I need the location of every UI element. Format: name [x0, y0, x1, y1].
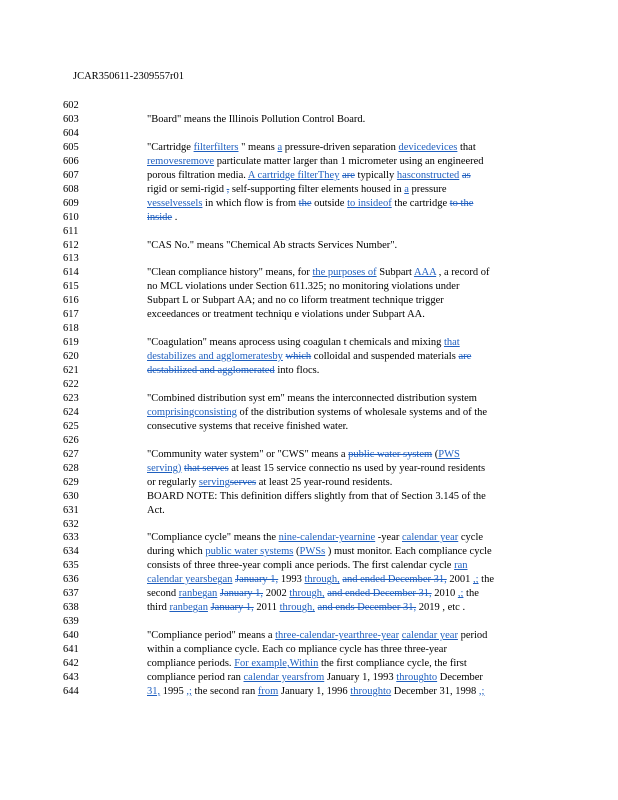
- text-segment: "Community water system" or "CWS" means a: [147, 448, 349, 460]
- document-line: [0, 545, 618, 559]
- deleted-text: January 1,: [219, 588, 264, 600]
- line-number: 641: [63, 644, 79, 656]
- text-segment: or regularly: [147, 476, 199, 488]
- text-segment: consecutive systems that receive finished water.: [147, 420, 349, 432]
- document-line: [0, 336, 618, 350]
- line-number: 643: [63, 671, 79, 683]
- line-number: 622: [63, 379, 79, 390]
- line-text: [147, 657, 537, 671]
- text-segment: January 1, 1996: [278, 685, 351, 697]
- line-number: 611: [63, 225, 79, 237]
- line-number: 644: [63, 685, 79, 697]
- text-segment: the: [463, 588, 479, 600]
- text-segment: 2010: [431, 588, 458, 600]
- line-number: 607: [63, 169, 79, 181]
- text-segment: 1995: [160, 685, 187, 697]
- text-segment: BOARD NOTE: This definition differs slightly from that of Section 3.145 of the: [147, 490, 486, 502]
- deleted-text: public water system: [348, 448, 433, 460]
- line-number: 617: [63, 309, 79, 321]
- text-segment: (: [432, 448, 439, 460]
- inserted-text: devicedevices: [398, 141, 458, 153]
- inserted-text: 31,: [147, 685, 161, 697]
- deleted-text: which: [285, 351, 312, 363]
- document-line: [0, 671, 618, 685]
- inserted-text: nine-calendar-yearnine: [278, 532, 376, 544]
- text-segment: that: [457, 141, 476, 153]
- text-segment: at least 25 year-round residents.: [256, 476, 393, 488]
- deleted-text: as: [461, 169, 471, 181]
- text-segment: -year: [375, 532, 402, 544]
- document-line: [0, 99, 618, 113]
- inserted-text: hasconstructed: [396, 169, 460, 181]
- line-number: 629: [63, 476, 79, 488]
- line-number: 621: [63, 365, 79, 377]
- inserted-text: throughto: [350, 685, 392, 697]
- line-number: 640: [63, 630, 79, 642]
- line-text: [147, 266, 537, 280]
- line-text: [147, 531, 537, 545]
- deleted-text: destabilized and agglomerated: [147, 365, 275, 377]
- document-line: [0, 183, 618, 197]
- line-text: [147, 197, 537, 211]
- line-number: 625: [63, 420, 79, 432]
- document-line: [0, 657, 618, 671]
- line-text: [147, 406, 537, 420]
- text-segment: outside: [311, 197, 348, 209]
- document-line: [0, 615, 618, 629]
- inserted-text: ,;: [478, 685, 485, 697]
- line-number: 620: [63, 351, 79, 363]
- line-number: 636: [63, 574, 79, 586]
- inserted-text: that: [443, 337, 460, 349]
- text-segment: .: [172, 211, 178, 223]
- inserted-text: throughto: [396, 671, 438, 683]
- line-number: 618: [63, 323, 79, 335]
- text-segment: "Cartridge: [147, 141, 194, 153]
- text-segment: colloidal and suspended materials: [311, 351, 459, 363]
- line-text: [147, 420, 537, 434]
- line-text: [147, 476, 537, 490]
- line-text: [147, 462, 537, 476]
- deleted-text: are: [458, 351, 472, 363]
- document-line: [0, 225, 618, 239]
- text-segment: 2019 , etc .: [416, 602, 466, 614]
- text-segment: "Combined distribution syst em" means the interconnected distribution system: [147, 392, 477, 404]
- document-line: [0, 155, 618, 169]
- text-segment: typically: [354, 169, 397, 181]
- text-segment: the: [478, 574, 494, 586]
- line-number: 627: [63, 448, 79, 460]
- text-segment: pressure: [408, 183, 447, 195]
- text-segment: Subpart: [376, 267, 414, 279]
- text-segment: "Compliance cycle" means the: [147, 532, 279, 544]
- inserted-text: destabilizes and agglomeratesby: [147, 351, 283, 363]
- line-text: [147, 573, 537, 587]
- line-number: 606: [63, 155, 79, 167]
- text-segment: "Board" means the Illinois Pollution Control Board.: [147, 113, 366, 125]
- deleted-text: ,: [226, 183, 230, 195]
- text-segment: no MCL violations under Section 611.325; no monitoring violations under: [147, 281, 460, 293]
- text-segment: the cartridge: [391, 197, 450, 209]
- document-line: [0, 197, 618, 211]
- text-segment: Act.: [147, 504, 165, 516]
- text-segment: the second ran: [191, 685, 258, 697]
- text-segment: December: [437, 671, 483, 683]
- document-line: [0, 350, 618, 364]
- document-line: [0, 559, 618, 573]
- document-line: [0, 211, 618, 225]
- inserted-text: from: [257, 685, 279, 697]
- line-text: [147, 490, 537, 504]
- text-segment: within a compliance cycle. Each co mpliance cycle has three three-year: [147, 644, 447, 656]
- line-number: 603: [63, 113, 79, 125]
- line-text: [147, 671, 537, 685]
- line-text: [147, 545, 537, 559]
- document-line: [0, 629, 618, 643]
- line-number: 616: [63, 295, 79, 307]
- inserted-text: comprisingconsisting: [147, 406, 237, 418]
- line-number: 628: [63, 462, 79, 474]
- inserted-text: the purposes of: [312, 267, 377, 279]
- deleted-text: serves: [229, 476, 257, 488]
- line-number: 631: [63, 504, 79, 516]
- text-segment: in which flow is from: [202, 197, 299, 209]
- line-number: 614: [63, 267, 79, 279]
- line-text: [147, 155, 537, 169]
- document-line: [0, 252, 618, 266]
- inserted-text: ,;: [457, 588, 464, 600]
- deleted-text: January 1,: [210, 602, 254, 614]
- line-number: 635: [63, 560, 79, 572]
- text-segment: Subpart L or Subpart AA; and no co liform treatment technique trigger: [147, 295, 444, 307]
- text-segment: compliance period ran: [147, 671, 244, 683]
- line-text: [147, 280, 537, 294]
- text-segment: self-supporting filter elements housed in: [229, 183, 405, 195]
- inserted-text: three-calendar-yearthree-year: [275, 630, 400, 642]
- document-line: [0, 531, 618, 545]
- line-number: 642: [63, 658, 79, 669]
- inserted-text: PWSs: [299, 546, 326, 558]
- inserted-text: through,: [289, 588, 325, 600]
- line-number: 626: [63, 434, 79, 446]
- line-text: [147, 448, 537, 462]
- document-line: [0, 364, 618, 378]
- line-number: 623: [63, 392, 79, 404]
- document-line: [0, 280, 618, 294]
- text-segment: December 31, 1998: [391, 685, 479, 697]
- document-line: [0, 322, 618, 336]
- text-segment: porous filtration media.: [147, 169, 248, 181]
- inserted-text: ran: [454, 560, 468, 572]
- document-line: [0, 420, 618, 434]
- line-text: [147, 183, 537, 197]
- document-line: [0, 518, 618, 532]
- deleted-text: are: [342, 169, 355, 181]
- inserted-text: public water systems: [205, 546, 294, 558]
- text-segment: consists of three three-year compli ance periods. The first calendar cycle: [147, 560, 455, 572]
- text-segment: exceedances or treatment techniqu e violations under Subpart AA.: [147, 309, 425, 321]
- inserted-text: serving: [198, 476, 230, 488]
- inserted-text: ranbegan: [169, 602, 208, 614]
- deleted-text: and ended December 31,: [342, 574, 447, 586]
- line-text: [147, 587, 537, 601]
- text-segment: "CAS No." means "Chemical Ab stracts Services Number".: [147, 239, 398, 251]
- inserted-text: PWS: [438, 448, 460, 460]
- line-number: 633: [63, 532, 79, 544]
- inserted-text: For example,Within: [234, 658, 319, 669]
- document-line: [0, 462, 618, 476]
- inserted-text: calendar yearsbegan: [147, 574, 233, 586]
- document-line: [0, 573, 618, 587]
- line-number: 619: [63, 337, 79, 349]
- inserted-text: AAA: [413, 267, 437, 279]
- text-segment: ) must monitor. Each compliance cycle: [325, 546, 492, 558]
- text-segment: January 1, 1993: [324, 671, 397, 683]
- document-line: [0, 392, 618, 406]
- line-number: 637: [63, 588, 79, 600]
- text-segment: 1993: [278, 574, 305, 586]
- inserted-text: filterfilters: [193, 141, 239, 153]
- text-segment: " means: [238, 141, 278, 153]
- text-segment: cycle: [458, 532, 484, 544]
- text-segment: "Compliance period" means a: [147, 630, 276, 642]
- line-number: 638: [63, 602, 79, 614]
- deleted-text: the: [298, 197, 312, 209]
- text-segment: third: [147, 602, 170, 614]
- inserted-text: removesremove: [147, 155, 215, 167]
- inserted-text: ,;: [186, 685, 192, 697]
- line-number: 639: [63, 616, 79, 628]
- inserted-text: ranbegan: [178, 588, 218, 600]
- inserted-text: ,;: [472, 574, 479, 586]
- line-text: [147, 601, 537, 615]
- line-number: 602: [63, 100, 79, 111]
- inserted-text: serving): [147, 462, 182, 474]
- document-line: [0, 294, 618, 308]
- line-number: 605: [63, 141, 79, 153]
- text-segment: rigid or semi-rigid: [147, 183, 227, 195]
- document-line: [0, 601, 618, 615]
- text-segment: "Coagulation" means aprocess using coagulan t chemicals and mixing: [147, 337, 444, 349]
- inserted-text: through,: [304, 574, 340, 586]
- line-text: [147, 336, 537, 350]
- deleted-text: January 1,: [235, 574, 279, 586]
- deleted-text: inside: [147, 211, 173, 223]
- text-segment: into flocs.: [274, 365, 320, 377]
- document-line: [0, 113, 618, 127]
- text-segment: 2001: [446, 574, 473, 586]
- line-text: [147, 308, 537, 322]
- text-segment: pressure-driven separation: [282, 141, 399, 153]
- line-number: 609: [63, 197, 79, 209]
- document-header: JCAR350611-2309557r01: [73, 71, 185, 82]
- text-segment: at least 15 service connectio ns used by year-round residents: [228, 462, 486, 474]
- inserted-text: to insideof: [347, 197, 392, 209]
- line-number: 604: [63, 127, 79, 139]
- line-text: [147, 169, 537, 183]
- document-line: [0, 490, 618, 504]
- text-segment: the first compliance cycle, the first: [318, 658, 467, 669]
- line-number: 608: [63, 183, 79, 195]
- line-text: [147, 364, 537, 378]
- text-segment: particulate matter larger than 1 micrometer using an engineered: [214, 155, 484, 167]
- document-line: [0, 141, 618, 155]
- line-number: 632: [63, 518, 79, 530]
- document-line: [0, 643, 618, 657]
- document-line: [0, 448, 618, 462]
- line-number: 612: [63, 239, 79, 251]
- line-text: [147, 141, 537, 155]
- line-text: [147, 629, 537, 643]
- document-line: [0, 308, 618, 322]
- text-segment: "Clean compliance history" means, for: [147, 267, 313, 279]
- text-segment: 2011: [253, 602, 280, 614]
- inserted-text: calendar yearsfrom: [243, 671, 325, 683]
- text-segment: 2002: [263, 588, 290, 600]
- line-number: 634: [63, 546, 79, 558]
- document-line: [0, 476, 618, 490]
- line-number: 630: [63, 490, 79, 502]
- line-text: [147, 211, 537, 225]
- text-segment: of the distribution systems of wholesale systems and of the: [236, 406, 488, 418]
- line-text: [147, 392, 537, 406]
- line-text: [147, 350, 537, 364]
- inserted-text: a: [277, 141, 283, 153]
- line-number: 613: [63, 253, 79, 265]
- text-segment: during which: [147, 546, 206, 558]
- inserted-text: through,: [279, 602, 315, 614]
- text-segment: second: [147, 588, 179, 600]
- document-line: [0, 239, 618, 253]
- line-text: [147, 504, 537, 518]
- document-line: [0, 378, 618, 392]
- text-segment: compliance periods.: [147, 658, 235, 669]
- line-text: [147, 113, 537, 127]
- line-text: [147, 685, 537, 699]
- deleted-text: that serves: [184, 462, 229, 474]
- document-line: [0, 169, 618, 183]
- document-line: [0, 587, 618, 601]
- deleted-text: and ended December 31,: [327, 588, 432, 600]
- line-text: [147, 294, 537, 308]
- inserted-text: a: [404, 183, 409, 195]
- document-line: [0, 127, 618, 141]
- line-number: 610: [63, 211, 79, 223]
- line-number: 624: [63, 406, 79, 418]
- inserted-text: calendar year: [402, 532, 459, 544]
- document-line: [0, 504, 618, 518]
- deleted-text: and ends December 31,: [317, 602, 417, 614]
- text-segment: (: [293, 546, 300, 558]
- document-line: [0, 434, 618, 448]
- document-line: [0, 685, 618, 699]
- line-text: [147, 559, 537, 573]
- text-segment: , a record of: [436, 267, 490, 279]
- line-text: [147, 239, 537, 253]
- inserted-text: calendar year: [401, 630, 458, 642]
- document-line: [0, 266, 618, 280]
- line-number: 615: [63, 281, 79, 293]
- document-line: [0, 406, 618, 420]
- text-segment: period: [457, 630, 488, 642]
- inserted-text: A cartridge filterThey: [247, 169, 340, 181]
- inserted-text: vesselvessels: [147, 197, 203, 209]
- line-text: [147, 643, 537, 657]
- deleted-text: to the: [449, 197, 474, 209]
